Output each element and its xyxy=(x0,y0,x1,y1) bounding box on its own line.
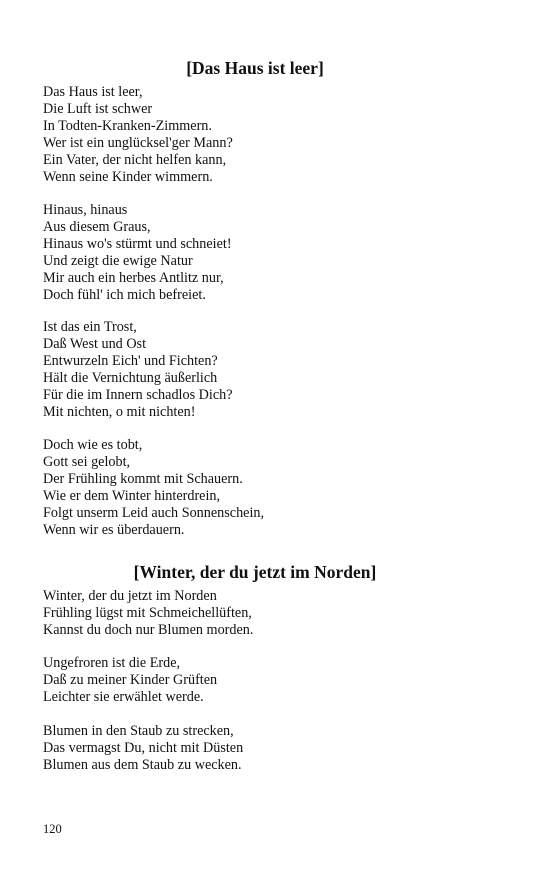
stanza xyxy=(43,202,232,303)
poem-line: In Todten-Kranken-Zimmern. xyxy=(43,117,212,134)
poem-line: Aus diesem Graus, xyxy=(43,218,151,235)
poem-line: Mit nichten, o mit nichten! xyxy=(43,403,196,420)
poem-line: Mir auch ein herbes Antlitz nur, xyxy=(43,269,224,286)
poem-line: Die Luft ist schwer xyxy=(43,100,153,117)
poem-line: Doch fühl' ich mich befreiet. xyxy=(43,286,206,303)
poem-line: Wie er dem Winter hinterdrein, xyxy=(43,487,221,504)
poem-line: Das Haus ist leer, xyxy=(43,84,143,100)
poem-line: Frühling lügst mit Schmeichellüften, xyxy=(43,604,252,621)
poem-line: Wenn wir es überdauern. xyxy=(43,521,185,538)
poem-line: Kannst du doch nur Blumen morden. xyxy=(43,621,254,638)
poem-line: Daß zu meiner Kinder Grüften xyxy=(43,671,218,688)
poem-line: Daß West und Ost xyxy=(43,335,147,352)
poem-title: [Winter, der du jetzt im Norden] xyxy=(133,562,377,582)
poem-line: Winter, der du jetzt im Norden xyxy=(43,588,217,604)
poem-line: Hält die Vernichtung äußerlich xyxy=(43,369,218,386)
stanza xyxy=(43,84,233,185)
poem-line: Doch wie es tobt, xyxy=(43,437,143,453)
poem-line: Für die im Innern schadlos Dich? xyxy=(43,386,233,403)
poem-line: Ein Vater, der nicht helfen kann, xyxy=(43,151,227,168)
stanza xyxy=(43,655,217,706)
stanza xyxy=(43,319,233,420)
poem-line: Folgt unserm Leid auch Sonnenschein, xyxy=(43,504,265,521)
poem-line: Blumen aus dem Staub zu wecken. xyxy=(43,756,242,773)
poem-line: Gott sei gelobt, xyxy=(43,453,131,470)
stanza xyxy=(43,588,253,639)
stanza xyxy=(43,437,264,538)
poem-line: Hinaus, hinaus xyxy=(43,202,128,218)
poem-line: Ist das ein Trost, xyxy=(43,319,137,335)
stanza xyxy=(43,723,243,774)
poem-title: [Das Haus ist leer] xyxy=(186,58,324,78)
poem-line: Entwurzeln Eich' und Fichten? xyxy=(43,352,218,369)
poem-line: Hinaus wo's stürmt und schneiet! xyxy=(43,235,232,252)
poem-line: Ungefroren ist die Erde, xyxy=(43,655,181,671)
poem-line: Wenn seine Kinder wimmern. xyxy=(43,168,213,185)
poem-line: Leichter sie erwählet werde. xyxy=(43,688,204,705)
poem-line: Blumen in den Staub zu strecken, xyxy=(43,723,234,739)
poem-line: Der Frühling kommt mit Schauern. xyxy=(43,470,243,487)
poem-line: Wer ist ein unglücksel'ger Mann? xyxy=(43,134,233,151)
poem-line: Das vermagst Du, nicht mit Düsten xyxy=(43,739,244,756)
poem-line: Und zeigt die ewige Natur xyxy=(43,252,193,269)
page-number: 120 xyxy=(43,822,62,836)
